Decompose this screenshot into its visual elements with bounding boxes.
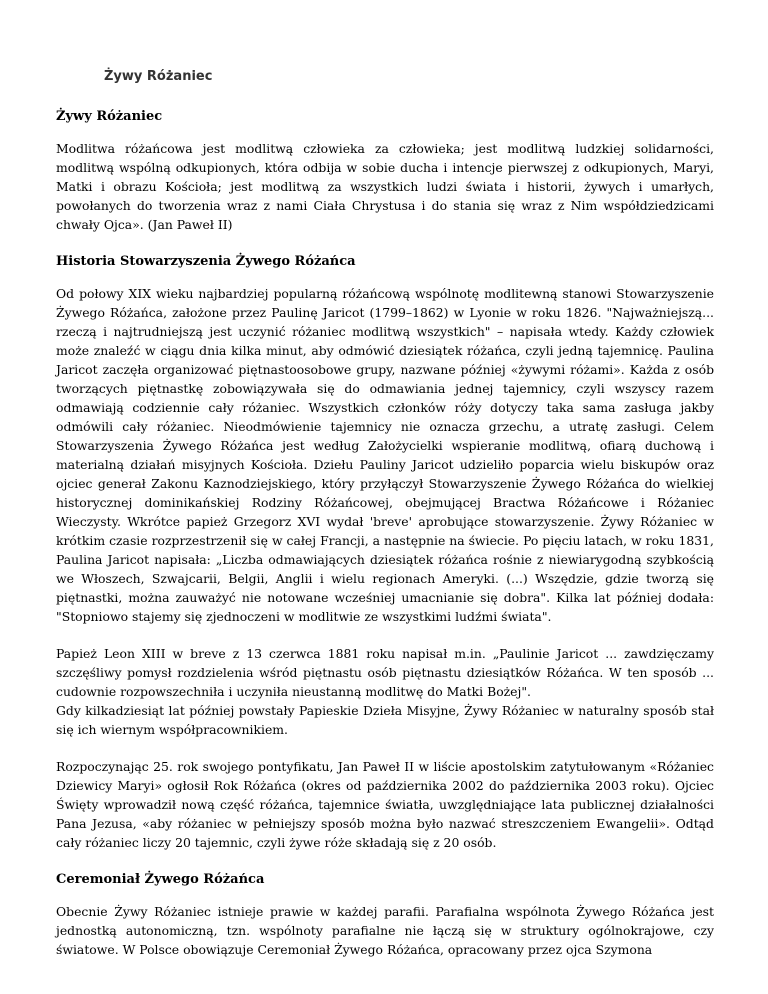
section-intro	[56, 107, 714, 234]
section-heading: Ceremoniał Żywego Różańca	[56, 872, 265, 887]
section-heading: Historia Stowarzyszenia Żywego Różańca	[56, 254, 356, 269]
paragraph: Modlitwa różańcowa jest modlitwą człowieka za człowieka; jest modlitwą ludzkiej solidarności, modlitwą wspólną odkupionych, która odbija w sobie ducha i intencje pierwszej z odkupionych, Maryi, Matki i obrazu Kościoła; jest modlitwą za wszystkich ludzi świata i historii, żywych i umarłych, powołanych do tworzenia wraz z nami Ciała Chrystusa i do stania się wraz z Nim współdziedzicami chwały Ojca». (Jan Paweł II)	[56, 141, 714, 232]
paragraph: Obecnie Żywy Różaniec istnieje prawie w każdej parafii. Parafialna wspólnota Żywego Różańca jest jednostką autonomiczną, tzn. wspólnoty parafialne nie łączą się w struktury ogólnokrajowe, czy światowe. W Polsce obowiązuje Ceremoniał Żywego Różańca, opracowany przez ojca Szymona	[56, 904, 714, 957]
paragraph: Od połowy XIX wieku najbardziej popularną różańcową wspólnotę modlitewną stanowi Stowarzyszenie Żywego Różańca, założone przez Paulinę Jaricot (1799–1862) w Lyonie w roku 1826. "Najważniejszą... rzeczą i najtrudniejszą jest uczynić różaniec modlitwą wszystkich" – napisała wtedy. Każdy człowiek może znaleźć w ciągu dnia kilka minut, aby odmówić dziesiątek różańca, czyli jedną tajemnicę. Paulina Jaricot zaczęła organizować piętnastoosobowe grupy, nazwane później «żywymi różami». Każda z osób tworzących piętnastkę zobowiązywała się do odmawiania jednej tajemnicy, czyli wszyscy razem odmawiają codziennie cały różaniec. Wszystkich członków róży dotyczy taka sama zasługa jakby odmówili cały różaniec. Nieodmówienie tajemnicy nie oznacza grzechu, a utratę zasługi. Celem Stowarzyszenia Żywego Różańca jest według Założycielki wspieranie modlitwą, ofiarą duchową i materialną działań misyjnych Kościoła. Dziełu Pauliny Jaricot udzieliło poparcia wielu biskupów oraz ojciec generał Zakonu Kaznodziejskiego, który przyłączył Stowarzyszenie Żywego Różańca do wielkiej historycznej dominikańskiej Rodziny Różańcowej, obejmującej Bractwa Różańcowe i Różaniec Wieczysty. Wkrótce papież Grzegorz XVI wydał 'breve' aprobujące stowarzyszenie. Żywy Różaniec w krótkim czasie rozprzestrzenił się w całej Francji, a następnie na świecie. Po pięciu latach, w roku 1831, Paulina Jaricot napisała: „Liczba odmawiających dziesiątek różańca rośnie z niewiarygodną szybkością we Włoszech, Szwajcarii, Belgii, Anglii i wielu regionach Ameryki. (...) Wszędzie, gdzie tworzą się piętnastki, można zauważyć nie notowane wcześniej umacnianie się dobra". Kilka lat później dodała: "Stopniowo stajemy się zjednoczeni w modlitwie ze wszystkimi ludźmi świata".	[56, 286, 714, 624]
paragraph: Papież Leon XIII w breve z 13 czerwca 1881 roku napisał m.in. „Paulinie Jaricot ... zawdzięczamy szczęśliwy pomysł rozdzielenia wśród piętnastu osób piętnastu dziesiątków Różańca. W ten sposób ... cudownie rozpowszechniła i uczyniła nieustanną modlitwę do Matki Bożej". Gdy kilkadziesiąt lat później powstały Papieskie Dzieła Misyjne, Żywy Różaniec w naturalny sposób stał się ich wiernym współpracownikiem.	[56, 646, 714, 737]
paragraph: Rozpoczynając 25. rok swojego pontyfikatu, Jan Paweł II w liście apostolskim zatytułowanym «Różaniec Dziewicy Maryi» ogłosił Rok Różańca (okres od października 2002 do października 2003 roku). Ojciec Święty wprowadził nową część różańca, tajemnice światła, uwzględniające lata publicznej działalności Pana Jezusa, «aby różaniec w pełniejszy sposób można było nazwać streszczeniem Ewangelii». Odtąd cały różaniec liczy 20 tajemnic, czyli żywe róże składają się z 20 osób.	[56, 759, 714, 850]
document-title: Żywy Różaniec	[104, 69, 213, 84]
section-heading: Żywy Różaniec	[56, 109, 163, 124]
section-ceremonial	[56, 870, 714, 959]
section-history	[56, 252, 714, 852]
document-content	[56, 107, 714, 977]
